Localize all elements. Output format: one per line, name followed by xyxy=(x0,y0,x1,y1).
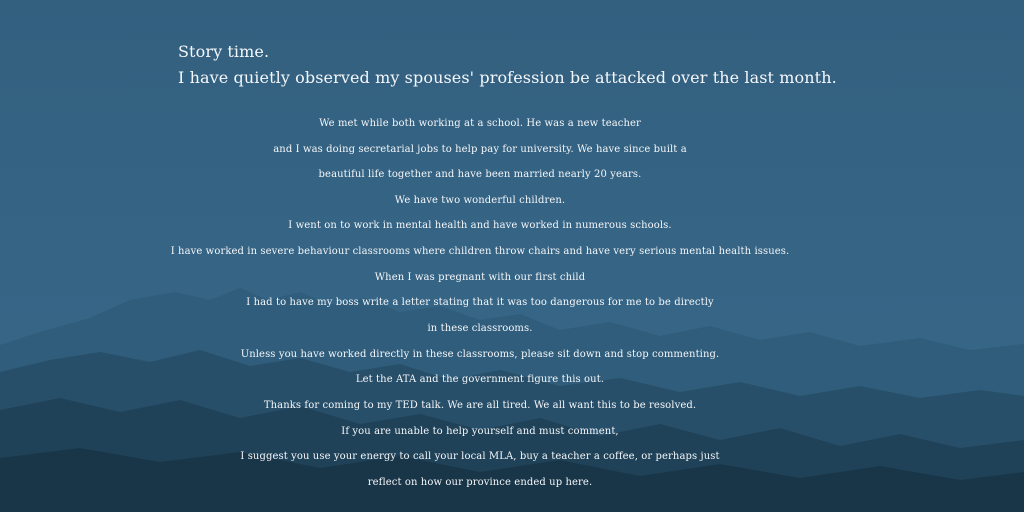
body-line: We have two wonderful children. xyxy=(394,195,566,206)
body-line: I suggest you use your energy to call your local MLA, buy a teacher a coffee, or perhaps just xyxy=(240,451,720,462)
body-line: I went on to work in mental health and have worked in numerous schools. xyxy=(288,220,672,231)
body-line: We met while both working at a school. He was a new teacher xyxy=(319,118,641,129)
body-line: reflect on how our province ended up here. xyxy=(367,477,593,488)
body-line: I have worked in severe behaviour classrooms where children throw chairs and have very serious mental health issues. xyxy=(170,246,790,257)
body-line: When I was pregnant with our first child xyxy=(374,272,586,283)
intro-line: Story time. xyxy=(178,42,270,61)
body-line: I had to have my boss write a letter stating that it was too dangerous for me to be directly xyxy=(246,297,714,308)
body-line: If you are unable to help yourself and must comment, xyxy=(341,426,619,437)
body-line: Thanks for coming to my TED talk. We are all tired. We all want this to be resolved. xyxy=(263,400,697,411)
body-line: Let the ATA and the government figure this out. xyxy=(355,374,605,385)
body-line: beautiful life together and have been married nearly 20 years. xyxy=(318,169,642,180)
body-line: in these classrooms. xyxy=(427,323,533,334)
intro-line: I have quietly observed my spouses' profession be attacked over the last month. xyxy=(178,68,837,87)
body-line: Unless you have worked directly in these classrooms, please sit down and stop commenting. xyxy=(240,349,720,360)
body-line: and I was doing secretarial jobs to help pay for university. We have since built a xyxy=(273,144,687,155)
